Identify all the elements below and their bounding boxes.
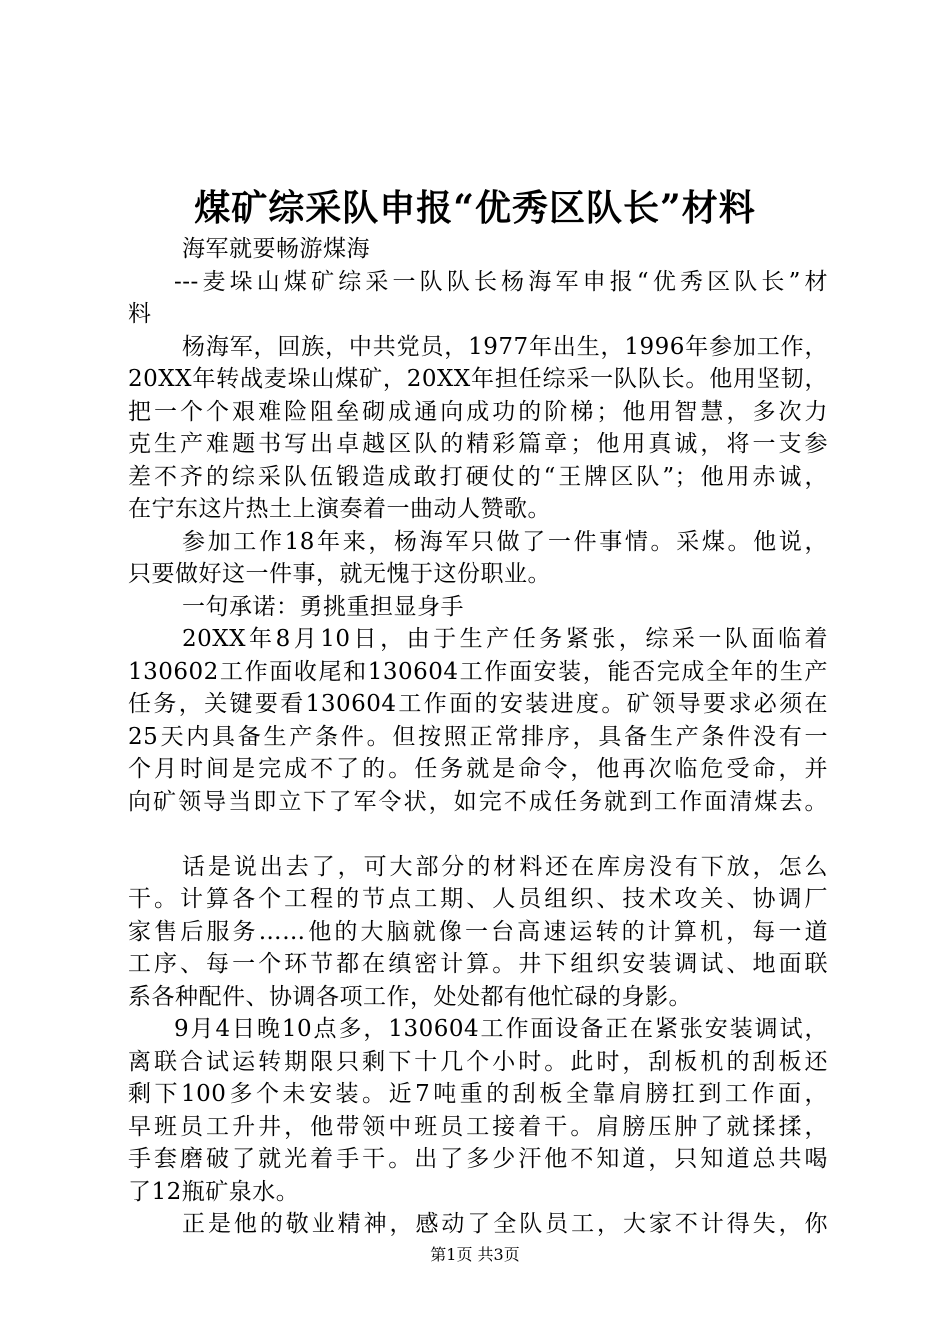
- text-line: 参加工作18年来，杨海军只做了一件事情。采煤。他说，: [182, 528, 828, 555]
- text-line: 个月时间是完成不了的。任务就是命令，他再次临危受命，并: [128, 756, 828, 782]
- text-line: 海军就要畅游煤海: [182, 236, 370, 262]
- page-footer: 第1页 共3页: [430, 1245, 520, 1264]
- text-line: 离联合试运转期限只剩下十几个小时。此时，刮板机的刮板还: [128, 1048, 828, 1075]
- text-line: 9月4日晚10点多，130604工作面设备正在紧张安装调试，: [174, 1016, 828, 1042]
- text-line: 家售后服务……他的大脑就像一台高速运转的计算机，每一道: [128, 918, 828, 945]
- text-line: 克生产难题书写出卓越区队的精彩篇章；他用真诚，将一支参: [128, 431, 828, 457]
- text-line: 了12瓶矿泉水。: [128, 1178, 300, 1205]
- text-line: 工序、每一个环节都在缜密计算。井下组织安装调试、地面联: [128, 951, 828, 977]
- text-line: 25天内具备生产条件。但按照正常排序，具备生产条件没有一: [128, 723, 828, 750]
- text-line: 干。计算各个工程的节点工期、人员组织、技术攻关、协调厂: [128, 886, 828, 912]
- text-line: 话是说出去了，可大部分的材料还在库房没有下放，怎么: [182, 853, 828, 880]
- text-line: 任务，关键要看130604工作面的安装进度。矿领导要求必须在: [128, 691, 828, 717]
- text-line: 料: [128, 301, 152, 327]
- text-line: 差不齐的综采队伍锻造成敢打硬仗的“王牌区队”；他用赤诚，: [128, 463, 828, 490]
- text-line: 向矿领导当即立下了军令状，如完不成任务就到工作面清煤去。: [128, 788, 828, 815]
- text-line: 系各种配件、协调各项工作，处处都有他忙碌的身影。: [128, 983, 692, 1010]
- text-line: 只要做好这一件事，就无愧于这份职业。: [128, 561, 551, 587]
- text-line: 手套磨破了就光着手干。出了多少汗他不知道，只知道总共喝: [128, 1146, 828, 1172]
- blank-line: [128, 818, 828, 851]
- text-line: 把一个个艰难险阻垒砌成通向成功的阶梯；他用智慧，多次力: [128, 398, 828, 425]
- text-line: 剩下100多个未安装。近7吨重的刮板全靠肩膀扛到工作面，: [128, 1081, 828, 1107]
- text-line: 20XX年8月10日，由于生产任务紧张，综采一队面临着: [182, 626, 828, 652]
- text-line: 早班员工升井，他带领中班员工接着干。肩膀压肿了就揉揉，: [128, 1113, 828, 1140]
- text-line: 杨海军，回族，中共党员，1977年出生，1996年参加工作，: [182, 333, 828, 360]
- document-title: 煤矿综采队申报“优秀区队长”材料: [194, 187, 756, 229]
- section-heading: 一句承诺：勇挑重担显身手: [182, 593, 464, 620]
- text-line: 20XX年转战麦垛山煤矿，20XX年担任综采一队队长。他用坚韧，: [128, 366, 828, 392]
- text-line: 正是他的敬业精神，感动了全队员工，大家不计得失，你: [182, 1211, 828, 1237]
- document-body: [128, 233, 828, 1241]
- text-line: 130602工作面收尾和130604工作面安装，能否完成全年的生产: [128, 658, 828, 685]
- text-line: 在宁东这片热土上演奏着一曲动人赞歌。: [128, 496, 551, 522]
- text-line: ---麦垛山煤矿综采一队队长杨海军申报“优秀区队长”材: [174, 268, 828, 295]
